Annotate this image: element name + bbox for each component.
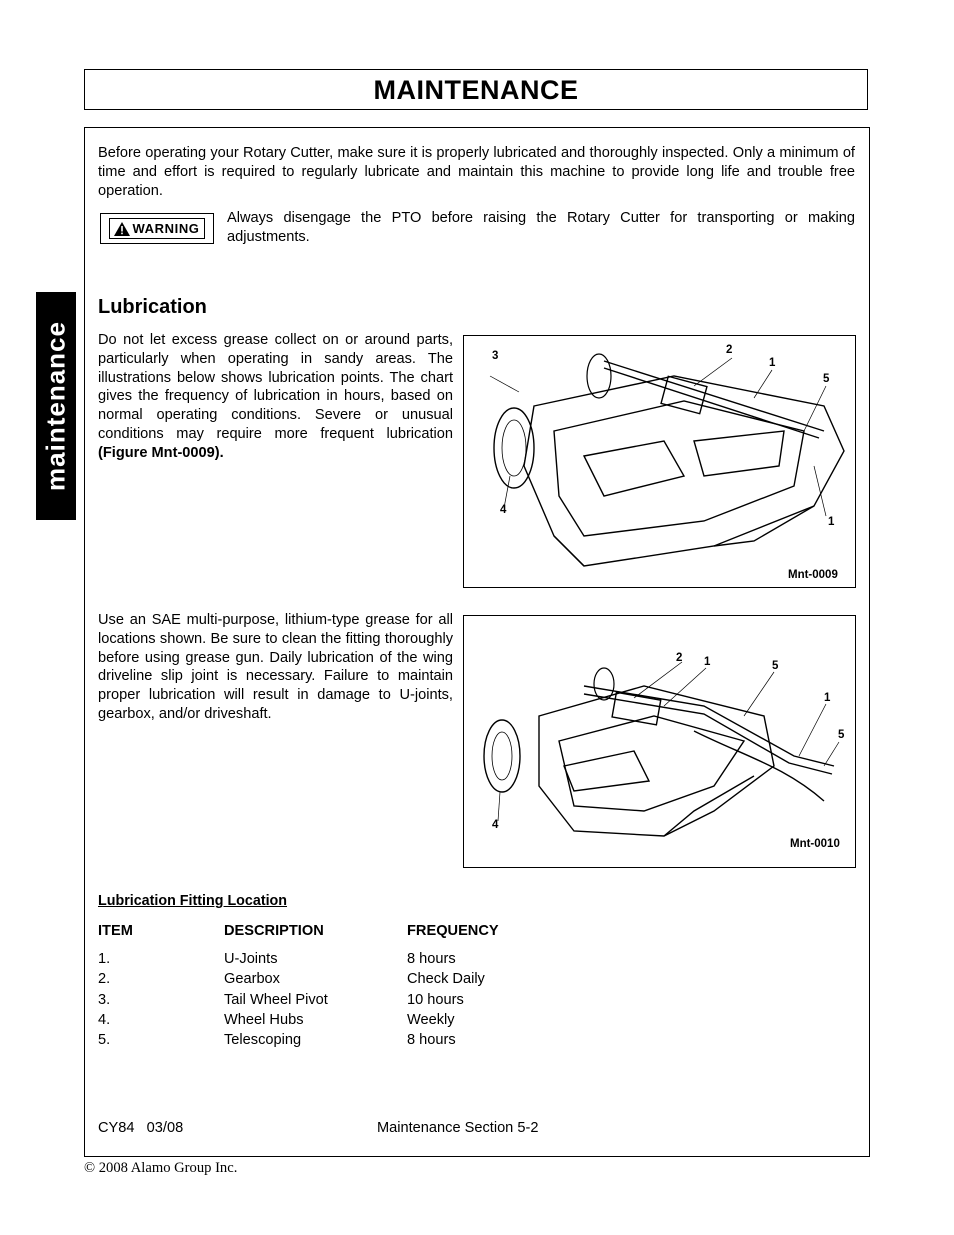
callout-4: 4 (500, 504, 507, 516)
rotary-cutter-illustration (464, 336, 855, 587)
page-title: MAINTENANCE (373, 75, 579, 105)
footer-section: Maintenance Section 5-2 (377, 1120, 539, 1136)
callout-2: 2 (726, 344, 733, 356)
cell-description: Gearbox (224, 971, 280, 987)
footer-doc-code: CY84 03/08 (98, 1120, 184, 1136)
figure-mnt-0010 (463, 615, 856, 868)
table-title: Lubrication Fitting Location (98, 893, 288, 909)
cell-frequency: Weekly (407, 1012, 455, 1028)
callout-5b: 5 (838, 729, 845, 741)
cell-item: 3. (98, 992, 111, 1008)
cell-item: 2. (98, 971, 111, 987)
cell-item: 4. (98, 1012, 111, 1028)
lubrication-paragraph-2: Use an SAE multi-purpose, lithium-type grease for all locations shown. Be sure to clean the fitting thoroughly before using grease gun. Daily lubrication of the wing driveline slip joint is necessary. Failure to maintain proper lubrication will result in damage to U-joints, gearbox, and/or driveshaft. (98, 612, 453, 722)
callout-1b: 1 (824, 692, 831, 704)
callout-2: 2 (676, 652, 683, 664)
callout-5: 5 (772, 660, 779, 672)
cell-description: Wheel Hubs (224, 1012, 304, 1028)
cell-description: Tail Wheel Pivot (224, 992, 328, 1008)
copyright-notice: © 2008 Alamo Group Inc. (84, 1160, 238, 1176)
cell-item: 1. (98, 951, 111, 967)
callout-1b: 1 (828, 516, 835, 528)
warning-triangle-icon (114, 222, 130, 236)
header-item: ITEM (98, 923, 133, 939)
figure-mnt-0009 (463, 335, 856, 588)
callout-3: 3 (492, 350, 499, 362)
callout-4: 4 (492, 819, 499, 831)
section-heading: Lubrication (98, 296, 207, 318)
lubrication-paragraph-1 (98, 331, 453, 463)
warning-badge-label: WARNING (132, 221, 200, 236)
callout-5: 5 (823, 373, 830, 385)
rotary-cutter-illustration-2 (464, 616, 854, 866)
cell-frequency: Check Daily (407, 971, 485, 987)
cell-frequency: 8 hours (407, 951, 456, 967)
para1-text: Do not let excess grease collect on or around parts, particularly when operating in sandy areas. The illustrations below shows lubrication points. The chart gives the frequency of lubrication in hours, based on normal operating conditions. Severe or unusual conditions may require more frequent lubrication (98, 332, 453, 442)
cell-frequency: 10 hours (407, 992, 464, 1008)
figure-label: Mnt-0010 (790, 838, 840, 850)
intro-paragraph: Before operating your Rotary Cutter, make sure it is properly lubricated and thoroughly inspected. Only a minimum of time and effort is required to regularly lubricate and maintain this machine to provide long life and trouble free operation. (98, 145, 855, 199)
header-frequency: FREQUENCY (407, 923, 499, 939)
side-tab-label: maintenance (40, 321, 71, 491)
figure-reference: (Figure Mnt-0009). (98, 444, 224, 461)
callout-1: 1 (704, 656, 711, 668)
warning-text: Always disengage the PTO before raising the Rotary Cutter for transporting or making adjustments. (227, 210, 855, 245)
section-side-tab (36, 292, 76, 520)
cell-description: Telescoping (224, 1032, 302, 1048)
warning-badge (100, 213, 214, 244)
cell-item: 5. (98, 1032, 111, 1048)
figure-label: Mnt-0009 (788, 569, 838, 581)
callout-1: 1 (769, 357, 776, 369)
page-header (84, 69, 868, 110)
cell-frequency: 8 hours (407, 1032, 456, 1048)
cell-description: U-Joints (224, 951, 278, 967)
header-description: DESCRIPTION (224, 923, 324, 939)
